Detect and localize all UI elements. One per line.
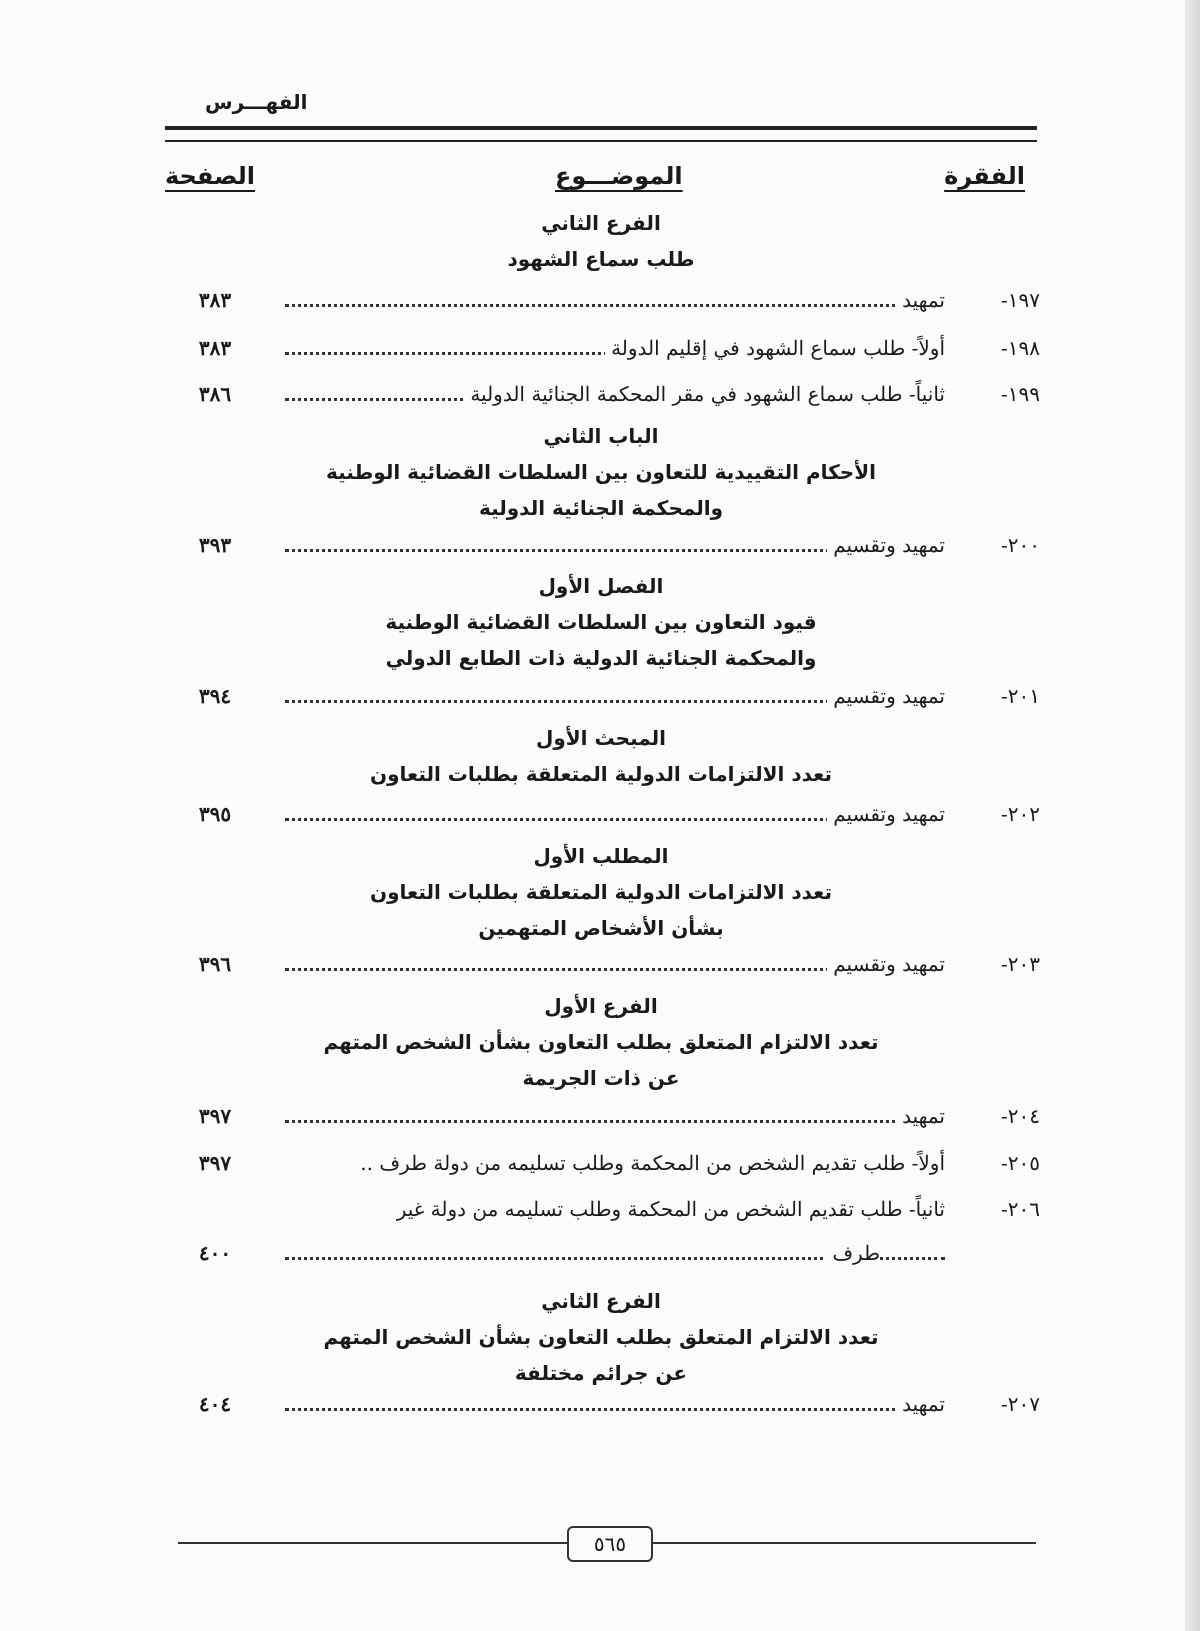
entry-title: أولاً- طلب سماع الشهود في إقليم الدولة [605, 330, 945, 366]
entry-page: ٣٩٥ [198, 802, 232, 826]
toc-entry[interactable] [165, 330, 1040, 366]
column-header-topic: الموضـــوع [555, 162, 683, 190]
section-heading-line: والمحكمة الجنائية الدولية [478, 496, 724, 520]
entry-number: ٢٠٠- [1001, 533, 1040, 557]
section-heading-line: طلب سماع الشهود [507, 247, 695, 271]
entry-title: تمهيد وتقسيم [827, 678, 945, 714]
running-head: الفهـــرس [205, 90, 308, 114]
section-heading-line: عن ذات الجريمة [522, 1066, 680, 1090]
section-heading-line: الفصل الأول [538, 574, 664, 598]
section-heading-line: والمحكمة الجنائية الدولية ذات الطابع الدولي [385, 646, 817, 670]
section-heading-line: تعدد الالتزام المتعلق بطلب التعاون بشأن الشخص المتهم [323, 1325, 879, 1349]
section-heading-line: الأحكام التقييدية للتعاون بين السلطات القضائية الوطنية [326, 460, 876, 484]
entry-title: ثانياً- طلب سماع الشهود في مقر المحكمة الجنائية الدولية [464, 376, 945, 412]
entry-title: ثانياً- طلب تقديم الشخص من المحكمة وطلب تسليمه من دولة غير [391, 1191, 945, 1227]
entry-number: ٢٠٧- [1001, 1392, 1040, 1416]
entry-title: تمهيد [896, 282, 945, 318]
section-heading-line: الفرع الثاني [541, 211, 661, 235]
entry-title: تمهيد وتقسيم [827, 796, 945, 832]
entry-number: ١٩٧- [1001, 288, 1040, 312]
toc-entry[interactable] [165, 946, 1040, 982]
entry-page: ٣٨٦ [198, 382, 232, 406]
section-heading-line: الفرع الثاني [541, 1289, 661, 1313]
entry-page: ٤٠٤ [198, 1392, 232, 1416]
entry-title: تمهيد وتقسيم [827, 527, 945, 563]
toc-entry[interactable] [165, 796, 1040, 832]
entry-page: ٣٩٤ [198, 684, 232, 708]
column-header-page: الصفحة [165, 162, 256, 190]
section-heading-line: تعدد الالتزامات الدولية المتعلقة بطلبات التعاون [370, 880, 832, 904]
toc-entry[interactable] [165, 527, 1040, 563]
entry-page: ٤٠٠ [198, 1241, 232, 1265]
section-heading-line: الفرع الأول [544, 994, 658, 1018]
entry-number: ٢٠٤- [1001, 1104, 1040, 1128]
section-heading-line: المطلب الأول [533, 844, 669, 868]
entry-title: تمهيد وتقسيم [827, 946, 945, 982]
entry-number: ٢٠١- [1001, 684, 1040, 708]
entry-number: ٢٠٣- [1001, 952, 1040, 976]
entry-title: تمهيد [896, 1386, 945, 1422]
entry-title-continuation: طرف [826, 1235, 880, 1271]
section-heading [165, 205, 1037, 277]
entry-page: ٣٩٧ [198, 1151, 232, 1175]
section-heading-line: الباب الثاني [543, 424, 659, 448]
section-heading-line: المبحث الأول [535, 726, 667, 750]
column-header-paragraph: الفقرة [944, 162, 1025, 190]
dot-leader [285, 1120, 945, 1123]
section-heading-line: عن جرائم مختلفة [514, 1361, 688, 1385]
entry-number: ١٩٩- [1001, 382, 1040, 406]
toc-entry[interactable] [165, 1145, 1040, 1181]
toc-entry[interactable] [165, 376, 1040, 412]
section-heading-line: تعدد الالتزامات الدولية المتعلقة بطلبات التعاون [370, 762, 832, 786]
section-heading [165, 838, 1037, 946]
page-number: ٥٦٥ [567, 1526, 653, 1562]
section-heading [165, 568, 1037, 676]
entry-page: ٣٩٦ [198, 952, 232, 976]
section-heading-line: قيود التعاون بين السلطات القضائية الوطنية [385, 610, 817, 634]
section-heading [165, 1283, 1037, 1391]
section-heading-line: بشأن الأشخاص المتهمين [478, 916, 724, 940]
entry-page: ٣٨٣ [198, 336, 232, 360]
entry-number: ٢٠٢- [1001, 802, 1040, 826]
entry-number: ٢٠٦- [1001, 1197, 1040, 1221]
toc-entry[interactable] [165, 282, 1040, 318]
dot-leader [285, 304, 945, 307]
entry-page: ٣٩٧ [198, 1104, 232, 1128]
toc-entry[interactable] [165, 678, 1040, 714]
header-double-rule [165, 126, 1037, 142]
section-heading-line: تعدد الالتزام المتعلق بطلب التعاون بشأن الشخص المتهم [323, 1030, 879, 1054]
entry-page: ٣٩٣ [198, 533, 232, 557]
toc-entry[interactable] [165, 1098, 1040, 1134]
entry-number: ١٩٨- [1001, 336, 1040, 360]
toc-entry[interactable] [165, 1386, 1040, 1422]
dot-leader [285, 1408, 945, 1411]
entry-number: ٢٠٥- [1001, 1151, 1040, 1175]
page-edge-shadow [1185, 0, 1200, 1631]
toc-entry[interactable] [165, 1191, 1040, 1271]
section-heading [165, 418, 1037, 526]
section-heading [165, 988, 1037, 1096]
entry-title: تمهيد [896, 1098, 945, 1134]
entry-page: ٣٨٣ [198, 288, 232, 312]
entry-title: أولاً- طلب تقديم الشخص من المحكمة وطلب تسليمه من دولة طرف .. [354, 1145, 945, 1181]
section-heading [165, 720, 1037, 792]
